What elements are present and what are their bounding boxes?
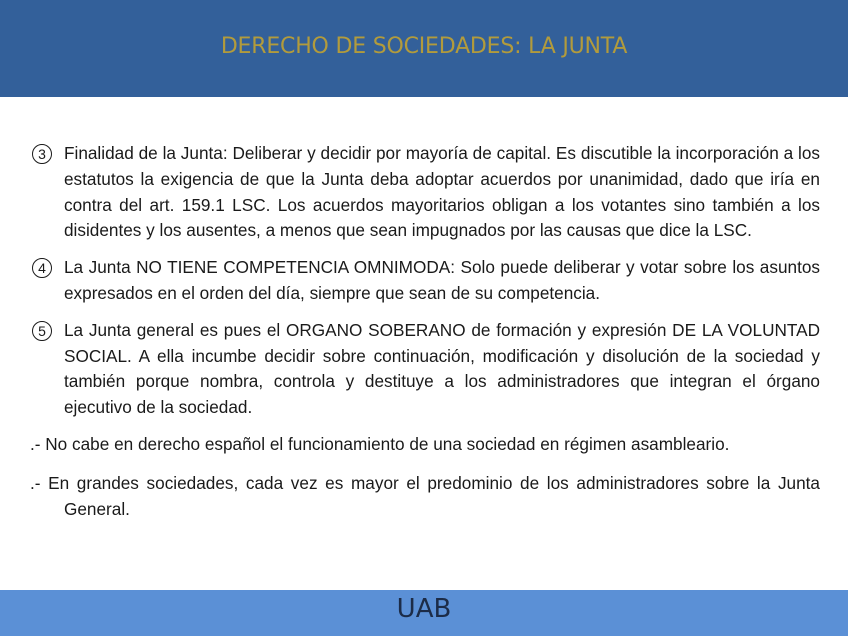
numbered-paragraph-5 [30,318,820,421]
slide-body [30,141,820,522]
slide-header [0,0,848,97]
note-asamblea: .- No cabe en derecho español el funcionamiento de una sociedad en régimen asambleario. [30,433,730,454]
paragraph-text: La Junta NO TIENE COMPETENCIA OMNIMODA: Solo puede deliberar y votar sobre los asuntos expresados en el orden del día, siempre que sean de su competencia. [64,257,820,303]
slide-footer [0,590,848,636]
numbered-paragraph-3 [30,141,820,244]
circled-number-4: 4 [32,258,52,278]
slide-title: DERECHO DE SOCIEDADES: LA JUNTA [220,34,628,59]
footer-label: UAB [396,594,452,624]
paragraph-text: La Junta general es pues el ORGANO SOBERANO de formación y expresión DE LA VOLUNTAD SOCIAL. A ella incumbe decidir sobre continuación, modificación y disolución de la sociedad y también porque nombra, controla y destituye a los administradores que integran el órgano ejecutivo de la sociedad. [64,319,820,418]
note-grandes-sociedades: .- En grandes sociedades, cada vez es mayor el predominio de los administradores sobre la Junta General. [30,472,820,519]
circled-number-5: 5 [32,321,52,341]
paragraph-text: Finalidad de la Junta: Deliberar y decidir por mayoría de capital. Es discutible la incorporación a los estatutos la exigencia de que la Junta deba adoptar acuerdos por unanimidad, dado que iría en contra del art. 159.1 LSC. Los acuerdos mayoritarios obligan a los votantes sino también a los disidentes y los ausentes, a menos que sean impugnados por las causas que dice la LSC. [64,143,820,241]
circled-number-3: 3 [32,144,52,164]
numbered-paragraph-4 [30,255,820,307]
